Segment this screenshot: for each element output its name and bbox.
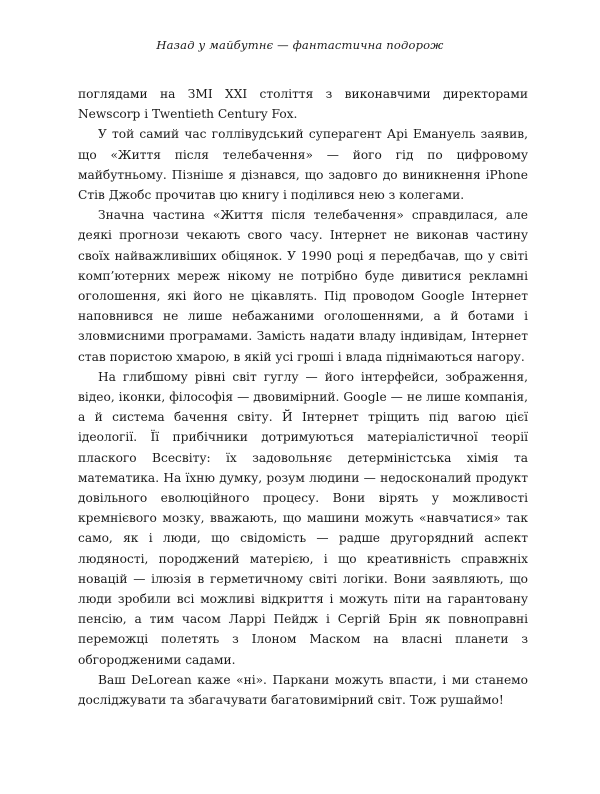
paragraph-4: На глибшому рівні світ гуглу — його інтерфейси, зображення, відео, іконки, філософія — двовимірний. Google — не лише компанія, а й система бачення світу. Й Інтернет тріщить під вагою цієї ідеології. Її прибічники дотримуються матеріалістичної теорії плаского Всесвіту: їх задовольняє детерміністська хімія та математика. На їхню думку, розум людини — недосконалий продукт довільного еволюційного процесу. Вони вірять у можливості кремнієвого мозку, вважають, що машини можуть «навчатися» так само, як і люди, що свідомість — радше другорядний аспект людяності, породжений матерією, і що креативність справжніх новацій — ілюзія в герметичному світі логіки. Вони заявляють, що люди зробили всі можливі відкриття і можуть піти на гарантовану пенсію, а тим часом Ларрі Пейдж і Сергій Брін як повноправні переможці полетять з Ілоном Маском на власні планети з обгородженими садами. xyxy=(78,369,528,667)
paragraph-3: Значна частина «Життя після телебачення» справдилася, але деякі прогнози чекають свого часу. Інтернет не виконав частину своїх найважливіших обіцянок. У 1990 році я передбачав, що у світі комп’ютерних мереж нікому не потрібно буде дивитися рекламні оголошення, які його не цікавлять. Під проводом Google Інтернет наповнився не лише небажаними оголошеннями, а й ботами і зловмисними програмами. Замість надати владу індивідам, Інтернет став пористою хмарою, в якій усі гроші і влада піднімаються нагору. xyxy=(78,208,528,364)
running-header: Назад у майбутнє — фантастична подорож xyxy=(156,38,444,52)
body-text xyxy=(78,84,528,710)
paragraph-1: поглядами на ЗМІ XXI століття з виконавчими директорами Newscorp і Twentieth Century Fox. xyxy=(78,87,528,122)
paragraph-2: У той самий час голлівудський суперагент Арі Емануель заявив, що «Життя після телебачення» — його гід по цифровому майбутньому. Пізніше я дізнався, що задовго до виникнення iPhone Стів Джобс прочитав цю книгу і поділився нею з колегами. xyxy=(78,127,528,203)
paragraph-5: Ваш DeLorean каже «ні». Паркани можуть впасти, і ми станемо досліджувати та збагачувати багатовимірний світ. Тож рушаймо! xyxy=(78,672,528,708)
